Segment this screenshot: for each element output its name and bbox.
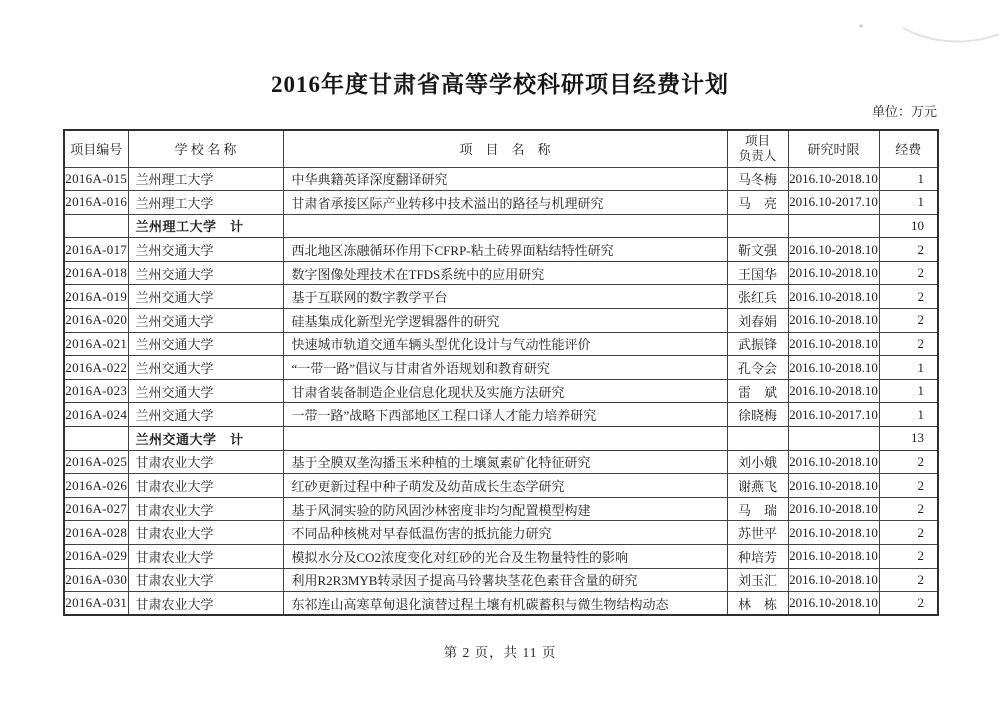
- column-header-research-period: 研究时限: [788, 130, 879, 167]
- cell-project-number: 2016A-028: [64, 521, 128, 545]
- table-row: [64, 521, 938, 545]
- cell-project-number: 2016A-018: [64, 261, 128, 285]
- cell-research-period: 2016.10-2018.10: [788, 379, 879, 403]
- cell-project-number: [64, 427, 128, 451]
- cell-fund: 1: [879, 403, 938, 427]
- column-header-leader-line1: 项目: [744, 134, 770, 149]
- cell-research-period: 2016.10-2018.10: [788, 474, 879, 498]
- cell-project-number: 2016A-019: [64, 285, 128, 309]
- funding-plan-table-wrap: [63, 129, 937, 616]
- cell-project-number: 2016A-026: [64, 474, 128, 498]
- cell-project-name: 基于互联网的数字教学平台: [283, 285, 727, 309]
- cell-research-period: 2016.10-2018.10: [788, 261, 879, 285]
- cell-project-number: 2016A-015: [64, 167, 128, 191]
- cell-project-leader: 苏世平: [727, 521, 788, 545]
- subtotal-row: [64, 427, 938, 451]
- cell-project-name: 甘肃省承接区际产业转移中技术溢出的路径与机理研究: [283, 191, 727, 215]
- cell-project-number: 2016A-021: [64, 332, 128, 356]
- cell-fund: 2: [879, 238, 938, 262]
- cell-school-name: 甘肃农业大学: [128, 521, 283, 545]
- cell-project-name: 利用R2R3MYB转录因子提高马铃薯块茎花色素苷含量的研究: [283, 568, 727, 592]
- column-header-project-number: 项目编号: [64, 130, 128, 167]
- column-header-leader-line2: 负责人: [738, 148, 777, 163]
- cell-fund: 1: [879, 191, 938, 215]
- cell-project-number: 2016A-017: [64, 238, 128, 262]
- cell-research-period: 2016.10-2018.10: [788, 332, 879, 356]
- cell-fund: 2: [879, 261, 938, 285]
- cell-project-number: 2016A-016: [64, 191, 128, 215]
- cell-project-number: 2016A-027: [64, 497, 128, 521]
- cell-project-name: 甘肃省装备制造企业信息化现状及实施方法研究: [283, 379, 727, 403]
- cell-project-number: 2016A-029: [64, 545, 128, 569]
- cell-project-leader: 种培芳: [727, 545, 788, 569]
- cell-project-leader: 武振锋: [727, 332, 788, 356]
- unit-label: 单位：万元: [871, 104, 937, 119]
- cell-project-number: 2016A-030: [64, 568, 128, 592]
- table-row: [64, 403, 938, 427]
- cell-fund: 1: [879, 356, 938, 380]
- table-row: [64, 285, 938, 309]
- cell-fund: 2: [879, 521, 938, 545]
- cell-project-name: 中华典籍英译深度翻译研究: [283, 167, 727, 191]
- table-row: [64, 167, 938, 191]
- cell-fund: 2: [879, 450, 938, 474]
- cell-school-name: 兰州交通大学: [128, 238, 283, 262]
- cell-project-leader: 雷 斌: [727, 379, 788, 403]
- cell-research-period: 2016.10-2017.10: [788, 403, 879, 427]
- cell-school-subtotal-label: 兰州交通大学 计: [128, 427, 283, 451]
- cell-research-period: 2016.10-2018.10: [788, 238, 879, 262]
- cell-project-number: [64, 214, 128, 238]
- cell-research-period: 2016.10-2018.10: [788, 592, 879, 616]
- cell-project-name: 一带一路”战略下西部地区工程口译人才能力培养研究: [283, 403, 727, 427]
- column-header-project-name: 项 目 名 称: [283, 130, 727, 167]
- table-row: [64, 238, 938, 262]
- cell-research-period: 2016.10-2018.10: [788, 497, 879, 521]
- cell-project-name: 不同品种核桃对早春低温伤害的抵抗能力研究: [283, 521, 727, 545]
- cell-subtotal-fund: 10: [879, 214, 938, 238]
- cell-project-name: [283, 214, 727, 238]
- cell-project-leader: 马 瑞: [727, 497, 788, 521]
- cell-school-subtotal-label: 兰州理工大学 计: [128, 214, 283, 238]
- cell-fund: 1: [879, 167, 938, 191]
- table-header-row: [64, 130, 938, 167]
- cell-school-name: 兰州理工大学: [128, 167, 283, 191]
- cell-fund: 2: [879, 309, 938, 333]
- table-row: [64, 474, 938, 498]
- cell-school-name: 兰州交通大学: [128, 261, 283, 285]
- cell-research-period: 2016.10-2018.10: [788, 450, 879, 474]
- cell-school-name: 兰州交通大学: [128, 403, 283, 427]
- page-number-footer: 第 2 页，共 11 页: [443, 645, 557, 660]
- cell-project-leader: 徐晓梅: [727, 403, 788, 427]
- cell-project-leader: 张红兵: [727, 285, 788, 309]
- cell-school-name: 兰州理工大学: [128, 191, 283, 215]
- cell-research-period: 2016.10-2017.10: [788, 191, 879, 215]
- table-row: [64, 261, 938, 285]
- cell-project-name: 数字图像处理技术在TFDS系统中的应用研究: [283, 261, 727, 285]
- cell-research-period: 2016.10-2018.10: [788, 521, 879, 545]
- table-row: [64, 545, 938, 569]
- column-header-school-name: 学 校 名 称: [128, 130, 283, 167]
- cell-fund: 2: [879, 285, 938, 309]
- cell-project-leader: 谢燕飞: [727, 474, 788, 498]
- cell-school-name: 甘肃农业大学: [128, 474, 283, 498]
- table-row: [64, 592, 938, 616]
- cell-research-period: 2016.10-2018.10: [788, 568, 879, 592]
- cell-school-name: 兰州交通大学: [128, 356, 283, 380]
- page-title: 2016年度甘肃省高等学校科研项目经费计划: [271, 72, 729, 97]
- cell-project-leader: 刘小娥: [727, 450, 788, 474]
- cell-research-period: 2016.10-2018.10: [788, 356, 879, 380]
- cell-school-name: 甘肃农业大学: [128, 497, 283, 521]
- table-row: [64, 379, 938, 403]
- cell-project-name: 西北地区冻融循环作用下CFRP-粘土砖界面粘结特性研究: [283, 238, 727, 262]
- cell-project-number: 2016A-025: [64, 450, 128, 474]
- cell-project-leader: 马冬梅: [727, 167, 788, 191]
- cell-project-name: 基于全膜双垄沟播玉米种植的土壤氮素矿化特征研究: [283, 450, 727, 474]
- table-row: [64, 450, 938, 474]
- cell-project-name: 快速城市轨道交通车辆头型优化设计与气动性能评价: [283, 332, 727, 356]
- column-header-fund: 经费: [879, 130, 938, 167]
- cell-project-leader: 靳文强: [727, 238, 788, 262]
- cell-school-name: 甘肃农业大学: [128, 545, 283, 569]
- cell-research-period: [788, 427, 879, 451]
- cell-project-leader: 马 亮: [727, 191, 788, 215]
- cell-school-name: 兰州交通大学: [128, 332, 283, 356]
- cell-project-leader: 孔令会: [727, 356, 788, 380]
- cell-project-leader: 林 栋: [727, 592, 788, 616]
- cell-project-leader: [727, 214, 788, 238]
- table-row: [64, 356, 938, 380]
- scan-artifact-mark: [845, 14, 1000, 54]
- subtotal-row: [64, 214, 938, 238]
- cell-project-leader: [727, 427, 788, 451]
- cell-project-number: 2016A-020: [64, 309, 128, 333]
- cell-project-name: 东祁连山高寒草甸退化演替过程土壤有机碳蓄积与微生物结构动态: [283, 592, 727, 616]
- cell-school-name: 甘肃农业大学: [128, 592, 283, 616]
- table-row: [64, 309, 938, 333]
- cell-fund: 2: [879, 474, 938, 498]
- cell-project-name: 模拟水分及CO2浓度变化对红砂的光合及生物量特性的影响: [283, 545, 727, 569]
- cell-fund: 1: [879, 379, 938, 403]
- cell-subtotal-fund: 13: [879, 427, 938, 451]
- cell-project-leader: 刘玉汇: [727, 568, 788, 592]
- table-row: [64, 332, 938, 356]
- cell-fund: 2: [879, 332, 938, 356]
- cell-project-number: 2016A-031: [64, 592, 128, 616]
- cell-research-period: 2016.10-2018.10: [788, 285, 879, 309]
- cell-school-name: 甘肃农业大学: [128, 450, 283, 474]
- cell-fund: 2: [879, 568, 938, 592]
- cell-project-name: 红砂更新过程中种子萌发及幼苗成长生态学研究: [283, 474, 727, 498]
- cell-research-period: 2016.10-2018.10: [788, 545, 879, 569]
- column-header-project-leader: [727, 130, 788, 167]
- funding-plan-table: [63, 129, 939, 616]
- table-row: [64, 191, 938, 215]
- table-row: [64, 568, 938, 592]
- cell-project-number: 2016A-024: [64, 403, 128, 427]
- cell-project-number: 2016A-022: [64, 356, 128, 380]
- cell-school-name: 兰州交通大学: [128, 309, 283, 333]
- cell-research-period: [788, 214, 879, 238]
- cell-school-name: 兰州交通大学: [128, 285, 283, 309]
- cell-school-name: 兰州交通大学: [128, 379, 283, 403]
- cell-school-name: 甘肃农业大学: [128, 568, 283, 592]
- cell-research-period: 2016.10-2018.10: [788, 309, 879, 333]
- cell-project-leader: 王国华: [727, 261, 788, 285]
- cell-fund: 2: [879, 497, 938, 521]
- cell-project-name: 基于风洞实验的防风固沙林密度非均匀配置模型构建: [283, 497, 727, 521]
- cell-project-name: “一带一路”倡议与甘肃省外语规划和教育研究: [283, 356, 727, 380]
- cell-fund: 2: [879, 592, 938, 616]
- cell-project-name: [283, 427, 727, 451]
- table-row: [64, 497, 938, 521]
- cell-project-number: 2016A-023: [64, 379, 128, 403]
- cell-project-name: 硅基集成化新型光学逻辑器件的研究: [283, 309, 727, 333]
- cell-fund: 2: [879, 545, 938, 569]
- cell-project-leader: 刘春娟: [727, 309, 788, 333]
- cell-research-period: 2016.10-2018.10: [788, 167, 879, 191]
